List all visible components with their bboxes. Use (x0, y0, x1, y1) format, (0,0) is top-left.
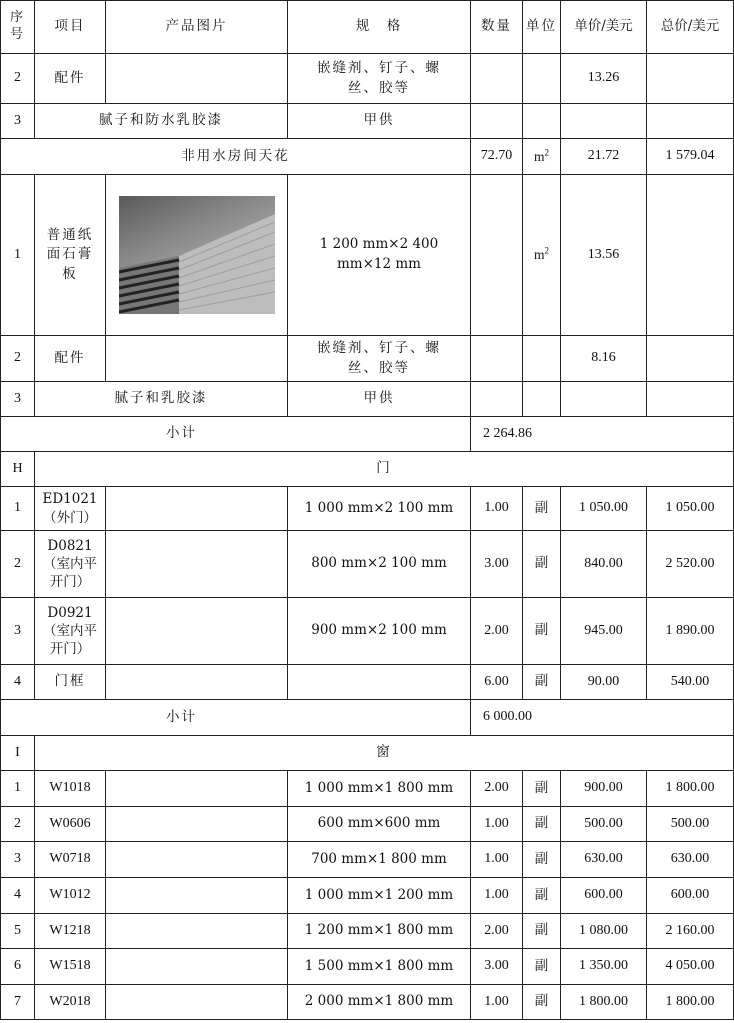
row-seq: 1 (1, 771, 35, 807)
row-qty: 1.00 (471, 878, 523, 914)
unit-text: m (533, 247, 545, 263)
row-unit: 副 (523, 487, 561, 531)
row-total: 1 800.00 (647, 985, 734, 1020)
row-qty (471, 382, 523, 417)
row-spec: 1 000 mm×1 800 mm (288, 771, 471, 807)
row-seq: 3 (1, 104, 35, 139)
table-row (1, 771, 734, 807)
row-total: 1 050.00 (647, 487, 734, 531)
section-row (1, 736, 734, 771)
section-row (1, 139, 734, 175)
row-unit: 副 (523, 807, 561, 842)
row-total (647, 104, 734, 139)
row-seq: 2 (1, 54, 35, 104)
row-qty: 1.00 (471, 487, 523, 531)
row-unit: 副 (523, 842, 561, 878)
row-seq: 5 (1, 914, 35, 949)
row-seq: 7 (1, 985, 35, 1020)
row-unit-price: 13.56 (561, 175, 647, 336)
row-image (106, 531, 288, 598)
subtotal-value: 6 000.00 (471, 700, 734, 736)
row-image (106, 807, 288, 842)
row-unit-price (561, 104, 647, 139)
row-seq: H (1, 452, 35, 487)
header-item: 项目 (35, 1, 106, 54)
row-seq: 2 (1, 807, 35, 842)
row-item: 配件 (35, 336, 106, 382)
row-spec: 1 500 mm×1 800 mm (288, 949, 471, 985)
row-image (106, 175, 288, 336)
header-qty: 数量 (471, 1, 523, 54)
table-row (1, 531, 734, 598)
table-row (1, 985, 734, 1020)
table-row (1, 807, 734, 842)
row-unit-price: 1 080.00 (561, 914, 647, 949)
row-item: W0718 (35, 842, 106, 878)
row-spec: 1 200 mm×1 800 mm (288, 914, 471, 949)
table-row (1, 878, 734, 914)
row-total: 1 579.04 (647, 139, 734, 175)
row-qty (471, 336, 523, 382)
row-seq: 1 (1, 487, 35, 531)
row-qty (471, 104, 523, 139)
row-image (106, 985, 288, 1020)
row-total (647, 336, 734, 382)
row-seq: 3 (1, 598, 35, 665)
row-unit-price: 900.00 (561, 771, 647, 807)
row-qty: 1.00 (471, 985, 523, 1020)
subtotal-label: 小计 (1, 700, 471, 736)
header-spec: 规 格 (288, 1, 471, 54)
row-item: W1518 (35, 949, 106, 985)
row-total: 2 520.00 (647, 531, 734, 598)
row-spec: 800 mm×2 100 mm (288, 531, 471, 598)
row-spec: 700 mm×1 800 mm (288, 842, 471, 878)
row-seq: 3 (1, 382, 35, 417)
row-seq: 3 (1, 842, 35, 878)
section-title: 非用水房间天花 (1, 139, 471, 175)
row-image (106, 336, 288, 382)
row-spec: 甲供 (288, 382, 471, 417)
row-unit-price: 21.72 (561, 139, 647, 175)
row-spec: 嵌缝剂、钉子、螺丝、胶等 (288, 336, 471, 382)
row-unit-price: 840.00 (561, 531, 647, 598)
row-seq: I (1, 736, 35, 771)
table-row (1, 54, 734, 104)
header-image: 产品图片 (106, 1, 288, 54)
row-total: 2 160.00 (647, 914, 734, 949)
row-unit: 副 (523, 531, 561, 598)
row-seq: 4 (1, 665, 35, 700)
row-qty: 1.00 (471, 807, 523, 842)
row-item: W1218 (35, 914, 106, 949)
row-unit (523, 54, 561, 104)
row-qty: 3.00 (471, 949, 523, 985)
table-row (1, 842, 734, 878)
unit-superscript: 2 (544, 147, 549, 158)
row-total (647, 175, 734, 336)
row-image (106, 54, 288, 104)
section-row (1, 452, 734, 487)
table-row (1, 949, 734, 985)
row-seq: 2 (1, 531, 35, 598)
row-spec: 1 000 mm×1 200 mm (288, 878, 471, 914)
row-item: 腻子和乳胶漆 (35, 382, 288, 417)
table-row (1, 382, 734, 417)
row-item: W0606 (35, 807, 106, 842)
table-row (1, 598, 734, 665)
row-item: W1018 (35, 771, 106, 807)
row-item: ED1021（外门） (35, 487, 106, 531)
row-spec: 1 200 mm×2 400 mm×12 mm (288, 175, 471, 336)
row-seq: 2 (1, 336, 35, 382)
row-image (106, 949, 288, 985)
row-unit: 副 (523, 878, 561, 914)
row-image (106, 842, 288, 878)
row-qty: 6.00 (471, 665, 523, 700)
row-total (647, 382, 734, 417)
row-total: 4 050.00 (647, 949, 734, 985)
row-qty: 2.00 (471, 598, 523, 665)
row-unit (523, 382, 561, 417)
section-title: 窗 (35, 736, 734, 771)
row-spec (288, 665, 471, 700)
row-seq: 6 (1, 949, 35, 985)
row-unit-price (561, 382, 647, 417)
row-seq: 4 (1, 878, 35, 914)
row-unit (523, 139, 561, 175)
row-spec: 1 000 mm×2 100 mm (288, 487, 471, 531)
row-unit-price: 1 350.00 (561, 949, 647, 985)
row-qty: 2.00 (471, 914, 523, 949)
row-unit-price: 8.16 (561, 336, 647, 382)
header-total: 总价/美元 (647, 1, 734, 54)
row-unit: 副 (523, 665, 561, 700)
row-spec: 600 mm×600 mm (288, 807, 471, 842)
unit-superscript: 2 (544, 245, 549, 256)
row-image (106, 771, 288, 807)
row-total: 540.00 (647, 665, 734, 700)
subtotal-row (1, 417, 734, 452)
row-item: W2018 (35, 985, 106, 1020)
header-seq: 序号 (1, 1, 35, 54)
row-item: W1012 (35, 878, 106, 914)
row-unit-price: 500.00 (561, 807, 647, 842)
row-unit-price: 1 800.00 (561, 985, 647, 1020)
row-image (106, 878, 288, 914)
row-unit-price: 13.26 (561, 54, 647, 104)
row-unit (523, 336, 561, 382)
row-item: 腻子和防水乳胶漆 (35, 104, 288, 139)
row-item: D0821（室内平开门） (35, 531, 106, 598)
row-qty (471, 175, 523, 336)
row-unit: 副 (523, 598, 561, 665)
row-spec: 900 mm×2 100 mm (288, 598, 471, 665)
row-unit: 副 (523, 914, 561, 949)
row-item: D0921（室内平开门） (35, 598, 106, 665)
row-unit: 副 (523, 985, 561, 1020)
row-total: 1 800.00 (647, 771, 734, 807)
row-image (106, 598, 288, 665)
row-total: 600.00 (647, 878, 734, 914)
row-unit-price: 945.00 (561, 598, 647, 665)
header-unit: 单位 (523, 1, 561, 54)
subtotal-value: 2 264.86 (471, 417, 734, 452)
row-unit-price: 600.00 (561, 878, 647, 914)
row-image (106, 665, 288, 700)
row-spec: 甲供 (288, 104, 471, 139)
row-seq: 1 (1, 175, 35, 336)
row-qty: 72.70 (471, 139, 523, 175)
row-unit: 副 (523, 949, 561, 985)
row-unit-price: 90.00 (561, 665, 647, 700)
row-unit (523, 104, 561, 139)
row-total: 1 890.00 (647, 598, 734, 665)
table-row (1, 336, 734, 382)
row-item: 配件 (35, 54, 106, 104)
row-item: 普通纸面石膏板 (35, 175, 106, 336)
table-row (1, 487, 734, 531)
row-image (106, 914, 288, 949)
subtotal-row (1, 700, 734, 736)
row-image (106, 487, 288, 531)
row-qty (471, 54, 523, 104)
row-spec: 嵌缝剂、钉子、螺丝、胶等 (288, 54, 471, 104)
table-row (1, 665, 734, 700)
header-unit-price: 单价/美元 (561, 1, 647, 54)
table-row (1, 914, 734, 949)
row-unit-price: 1 050.00 (561, 487, 647, 531)
row-qty: 3.00 (471, 531, 523, 598)
row-spec: 2 000 mm×1 800 mm (288, 985, 471, 1020)
row-total (647, 54, 734, 104)
gypsum-board-stack-image (119, 196, 275, 314)
subtotal-label: 小计 (1, 417, 471, 452)
row-unit-price: 630.00 (561, 842, 647, 878)
row-unit (523, 175, 561, 336)
unit-text: m (533, 148, 545, 164)
table-row (1, 175, 734, 336)
table-header-row (1, 1, 734, 54)
row-qty: 1.00 (471, 842, 523, 878)
table-row (1, 104, 734, 139)
row-qty: 2.00 (471, 771, 523, 807)
row-item: 门框 (35, 665, 106, 700)
row-total: 630.00 (647, 842, 734, 878)
row-total: 500.00 (647, 807, 734, 842)
section-title: 门 (35, 452, 734, 487)
row-unit: 副 (523, 771, 561, 807)
